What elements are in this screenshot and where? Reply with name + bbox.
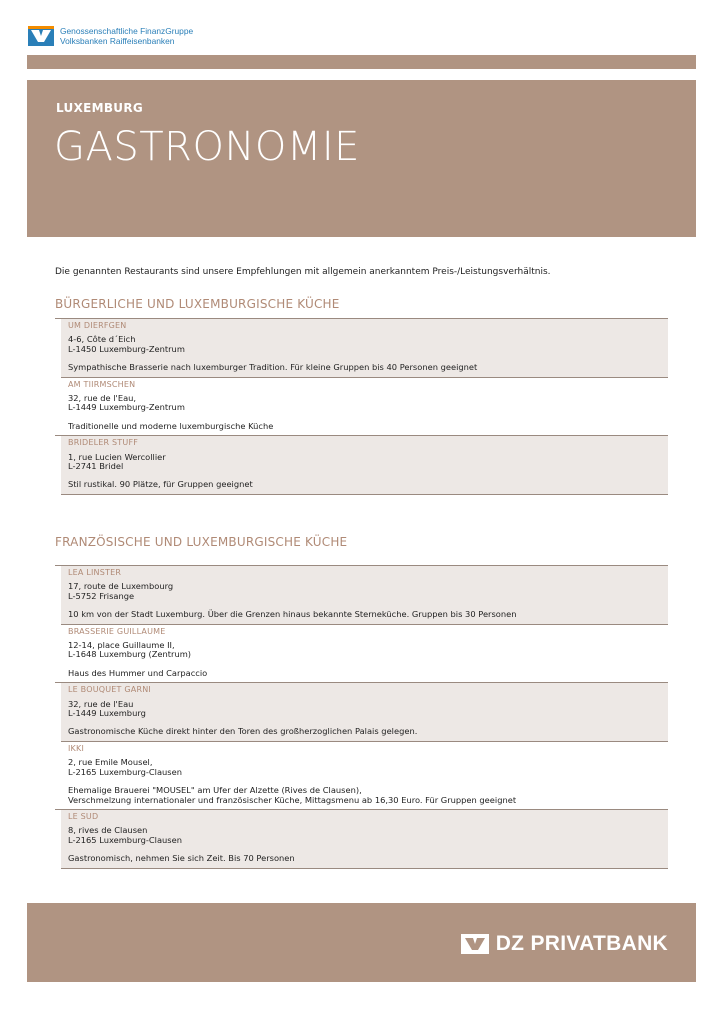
- restaurant-description: [68, 786, 668, 805]
- restaurant-name: LE BOUQUET GARNI: [68, 685, 151, 695]
- footer-logo: [461, 932, 668, 956]
- restaurant-entry: [61, 566, 668, 625]
- restaurant-address: [68, 700, 668, 719]
- section-title: BÜRGERLICHE UND LUXEMBURGISCHE KÜCHE: [55, 297, 340, 311]
- address-line: L-2741 Bridel: [68, 461, 124, 472]
- restaurant-name: BRIDELER STUFF: [68, 438, 139, 448]
- restaurant-entry: [61, 810, 668, 869]
- decorative-band: [27, 55, 696, 69]
- restaurant-address: [68, 758, 668, 777]
- restaurant-entry: [61, 683, 668, 742]
- logo-line-2: Volksbanken Raiffeisenbanken: [60, 36, 175, 46]
- restaurant-name: BRASSERIE GUILLAUME: [68, 626, 166, 636]
- description-line: Gastronomisch, nehmen Sie sich Zeit. Bis 70 Personen: [68, 853, 295, 864]
- restaurant-address: [68, 826, 668, 845]
- restaurant-description: [68, 610, 668, 619]
- restaurant-name: LEA LINSTER: [68, 568, 122, 577]
- intro-text: Die genannten Restaurants sind unsere Empfehlungen mit allgemein anerkanntem Preis-/Leistungsverhältnis.: [55, 267, 551, 277]
- description-line: Haus des Hummer und Carpaccio: [68, 667, 208, 678]
- address-line: L-2165 Luxemburg-Clausen: [68, 834, 182, 845]
- address-line: L-1449 Luxemburg-Zentrum: [68, 402, 185, 413]
- restaurant-entry: [61, 319, 668, 378]
- restaurant-name: IKKI: [68, 743, 85, 753]
- description-line: Verschmelzung internationaler und französischer Küche, Mittagsmenu ab 16,30 Euro. Für Gruppen geeignet: [68, 794, 517, 805]
- hero-subtitle: LUXEMBURG: [56, 101, 144, 115]
- header-logo: [28, 26, 193, 46]
- description-line: Sympathische Brasserie nach luxemburger Tradition. Für kleine Gruppen bis 40 Personen geeignet: [68, 362, 478, 373]
- section-buergerliche-kueche: [55, 297, 668, 495]
- restaurant-description: [68, 480, 668, 489]
- restaurant-description: [68, 669, 668, 678]
- address-line: 1, rue Lucien Wercollier: [68, 451, 166, 462]
- address-line: 12-14, place Guillaume II,: [68, 640, 175, 651]
- restaurant-address: [68, 453, 668, 472]
- description-line: Traditionelle und moderne luxemburgische Küche: [68, 420, 274, 431]
- description-line: Gastronomische Küche direkt hinter den Toren des großherzoglichen Palais gelegen.: [68, 726, 418, 737]
- page-title: GASTRONOMIE: [54, 124, 360, 170]
- restaurant-description: [68, 854, 668, 863]
- restaurant-name: LE SUD: [68, 811, 99, 821]
- restaurant-list: [55, 318, 668, 495]
- address-line: 17, route de Luxembourg: [68, 581, 174, 592]
- address-line: 4-6, Côte d´Eich: [68, 334, 136, 345]
- restaurant-entry: [55, 625, 668, 684]
- description-line: Ehemalige Brauerei "MOUSEL" am Ufer der Alzette (Rives de Clausen),: [68, 785, 362, 796]
- restaurant-description: [68, 363, 668, 372]
- restaurant-address: [68, 335, 668, 354]
- restaurant-address: [68, 394, 668, 413]
- section-title: FRANZÖSISCHE UND LUXEMBURGISCHE KÜCHE: [55, 535, 348, 549]
- restaurant-list: [55, 565, 668, 869]
- restaurant-description: [68, 727, 668, 736]
- restaurant-address: [68, 641, 668, 660]
- section-franzoesische-kueche: [55, 535, 668, 869]
- hero-banner: [27, 80, 696, 237]
- restaurant-address: [68, 582, 668, 601]
- restaurant-description: [68, 422, 668, 431]
- restaurant-entry: [61, 436, 668, 495]
- restaurant-name: UM DIERFGEN: [68, 321, 127, 330]
- address-line: L-1450 Luxemburg-Zentrum: [68, 343, 185, 354]
- address-line: 32, rue de l'Eau: [68, 698, 134, 709]
- address-line: L-5752 Frisange: [68, 590, 135, 601]
- address-line: L-2165 Luxemburg-Clausen: [68, 766, 182, 777]
- description-line: 10 km von der Stadt Luxemburg. Über die Grenzen hinaus bekannte Sterneküche. Gruppen bis 30 Personen: [68, 609, 517, 620]
- address-line: 2, rue Emile Mousel,: [68, 757, 153, 768]
- volksbank-logo-icon: [28, 26, 54, 46]
- dz-bank-logo-icon: [461, 934, 489, 954]
- address-line: L-1648 Luxemburg (Zentrum): [68, 649, 192, 660]
- restaurant-name: AM TIIRMSCHEN: [68, 379, 136, 389]
- description-line: Stil rustikal. 90 Plätze, für Gruppen geeignet: [68, 479, 253, 490]
- address-line: L-1449 Luxemburg: [68, 708, 146, 719]
- logo-line-1: Genossenschaftliche FinanzGruppe: [60, 26, 194, 36]
- footer-brand-name: DZ PRIVATBANK: [495, 932, 668, 955]
- address-line: 32, rue de l'Eau,: [68, 393, 137, 404]
- footer-band: [27, 903, 696, 982]
- restaurant-entry: [55, 742, 668, 810]
- address-line: 8, rives de Clausen: [68, 825, 148, 836]
- restaurant-entry: [55, 378, 668, 437]
